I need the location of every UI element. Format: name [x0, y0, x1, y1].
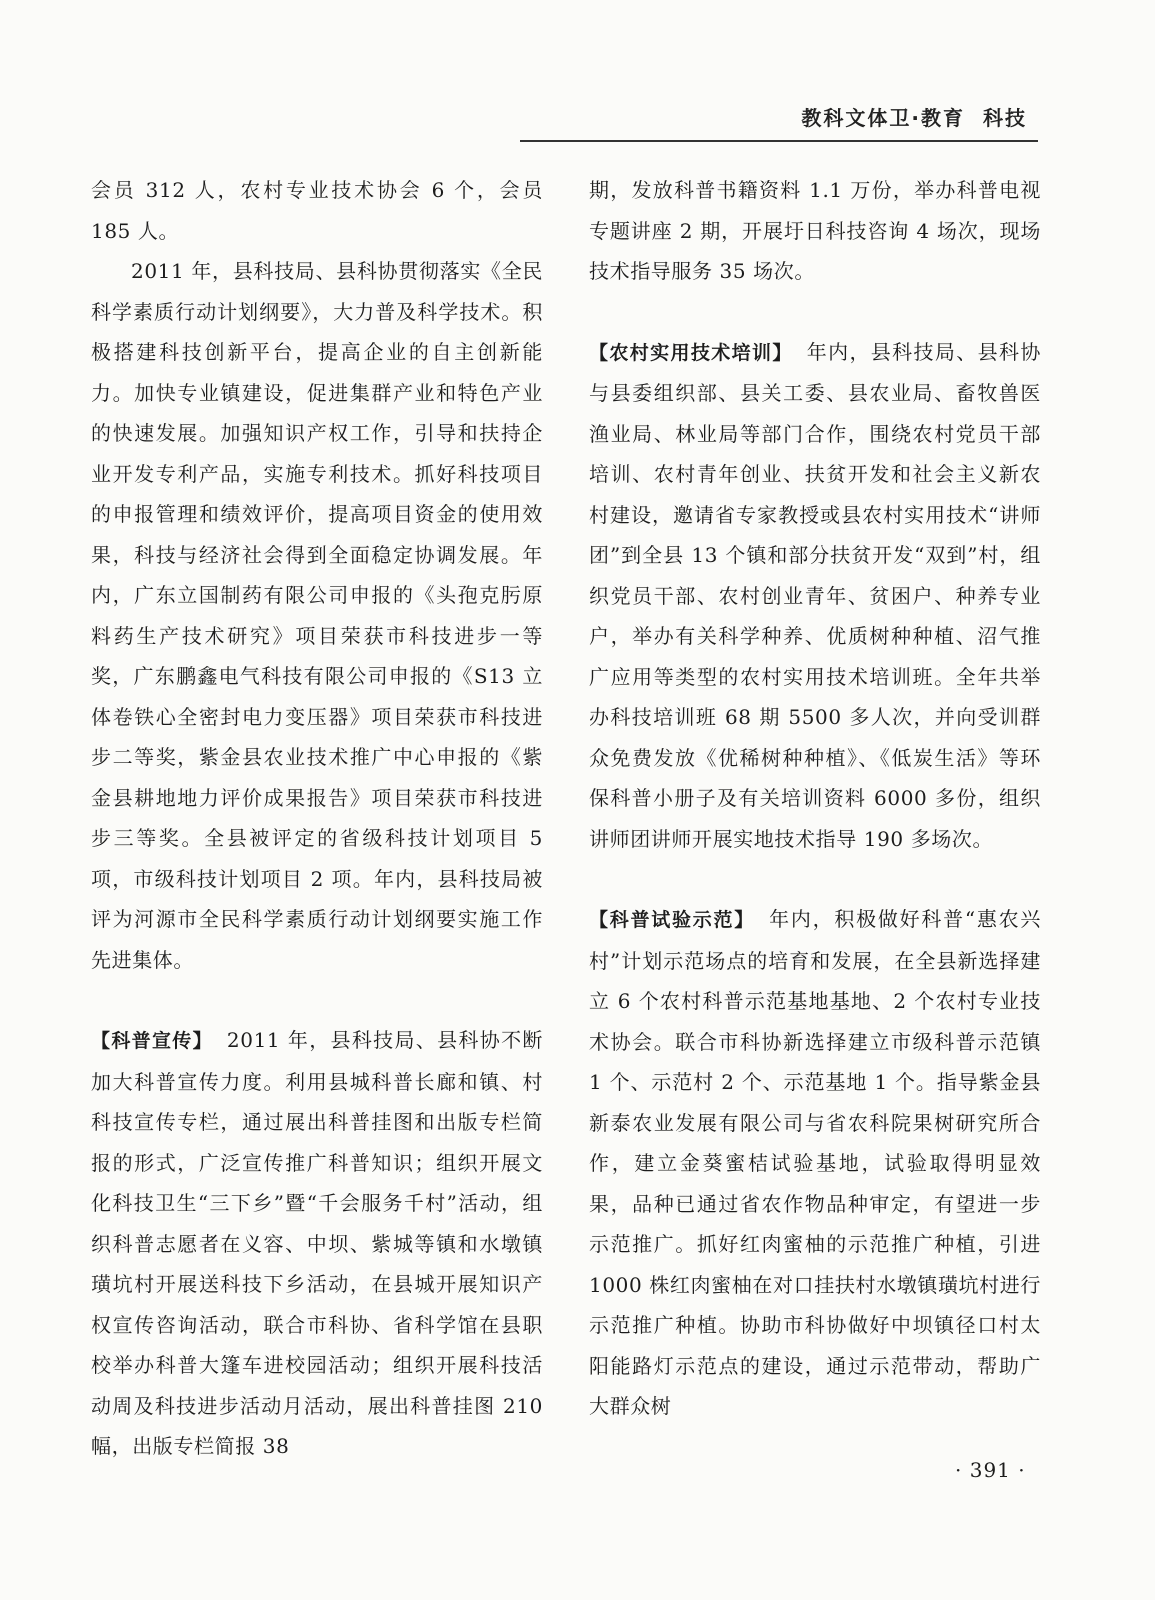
section-paragraph [91, 1020, 543, 1467]
left-column [91, 170, 543, 1467]
section-heading: 【农村实用技术培训】 [589, 341, 793, 364]
header-category: 教科文体卫·教育 [801, 106, 965, 130]
section-text: 2011 年，县科技局、县科协不断加大科普宣传力度。利用县城科普长廊和镇、村科技宣传专栏，通过展出科普挂图和出版专栏简报的形式，广泛宣传推广科普知识；组织开展文化科技卫生“三下乡”暨“千会服务千村”活动，组织科普志愿者在义容、中坝、紫城等镇和水墩镇璜坑村开展送科技下乡活动，在县城开展知识产权宣传咨询活动，联合市科协、省科学馆在县职校举办科普大篷车进校园活动；组织开展科技活动周及科技进步活动月活动，展出科普挂图 210 幅，出版专栏简报 38 [91, 1028, 543, 1458]
paragraph: 2011 年，县科技局、县科协贯彻落实《全民科学素质行动计划纲要》，大力普及科学技术。积极搭建科技创新平台，提高企业的自主创新能力。加快专业镇建设，促进集群产业和特色产业的快速发展。加强知识产权工作，引导和扶持企业开发专利产品，实施专利技术。抓好科技项目的申报管理和绩效评价，提高项目资金的使用效果，科技与经济社会得到全面稳定协调发展。年内，广东立国制药有限公司申报的《头孢克肟原料药生产技术研究》项目荣获市科技进步一等奖，广东鹏鑫电气科技有限公司申报的《S13 立体卷铁心全密封电力变压器》项目荣获市科技进步二等奖，紫金县农业技术推广中心申报的《紫金县耕地地力评价成果报告》项目荣获市科技进步三等奖。全县被评定的省级科技计划项目 5 项，市级科技计划项目 2 项。年内，县科技局被评为河源市全民科学素质行动计划纲要实施工作先进集体。 [91, 259, 543, 972]
section-text: 年内，县科技局、县科协与县委组织部、县关工委、县农业局、畜牧兽医渔业局、林业局等部门合作，围绕农村党员干部培训、农村青年创业、扶贫开发和社会主义新农村建设，邀请省专家教授或县农村实用技术“讲师团”到全县 13 个镇和部分扶贫开发“双到”村，组织党员干部、农村创业青年、贫困户、种养专业户，举办有关科学种养、优质树种种植、沼气推广应用等类型的农村实用技术培训班。全年共举办科技培训班 68 期 5500 多人次，并向受训群众免费发放《优稀树种种植》、《低炭生活》等环保科普小册子及有关培训资料 6000 多份，组织讲师团讲师开展实地技术指导 190 多场次。 [589, 339, 1041, 851]
page-number: · 391 · [955, 1458, 1026, 1482]
paragraph-gap [589, 859, 1041, 899]
section-text: 年内，积极做好科普“惠农兴村”计划示范场点的培育和发展，在全县新选择建立 6 个农村科普示范基地基地、2 个农村专业技术协会。联合市科协新选择建立市级科普示范镇 1 个、示范村 2 个、示范基地 1 个。指导紫金县新泰农业发展有限公司与省农科院果树研究所合作，建立金葵蜜桔试验基地，试验取得明显效果，品种已通过省农作物品种审定，有望进一步示范推广。抓好红肉蜜柚的示范推广种植，引进 1000 株红肉蜜柚在对口挂扶村水墩镇璜坑村进行示范推广种植。协助市科协做好中坝镇径口村太阳能路灯示范点的建设，通过示范带动，帮助广大群众树 [589, 907, 1041, 1418]
header-section: 科技 [983, 106, 1027, 130]
section-heading: 【科普试验示范】 [589, 909, 756, 931]
section-paragraph [589, 899, 1041, 1427]
paragraph-gap [589, 292, 1041, 332]
paragraph: 期，发放科普书籍资料 1.1 万份，举办科普电视专题讲座 2 期，开展圩日科技咨询 4 场次，现场技术指导服务 35 场次。 [589, 178, 1041, 283]
paragraph-gap [91, 980, 543, 1020]
section-heading: 【科普宣传】 [91, 1030, 213, 1052]
paragraph: 会员 312 人，农村专业技术协会 6 个，会员 185 人。 [91, 178, 543, 243]
header-rule [520, 140, 1038, 142]
section-paragraph [589, 332, 1041, 860]
running-header [801, 102, 1027, 131]
right-column [589, 170, 1041, 1427]
